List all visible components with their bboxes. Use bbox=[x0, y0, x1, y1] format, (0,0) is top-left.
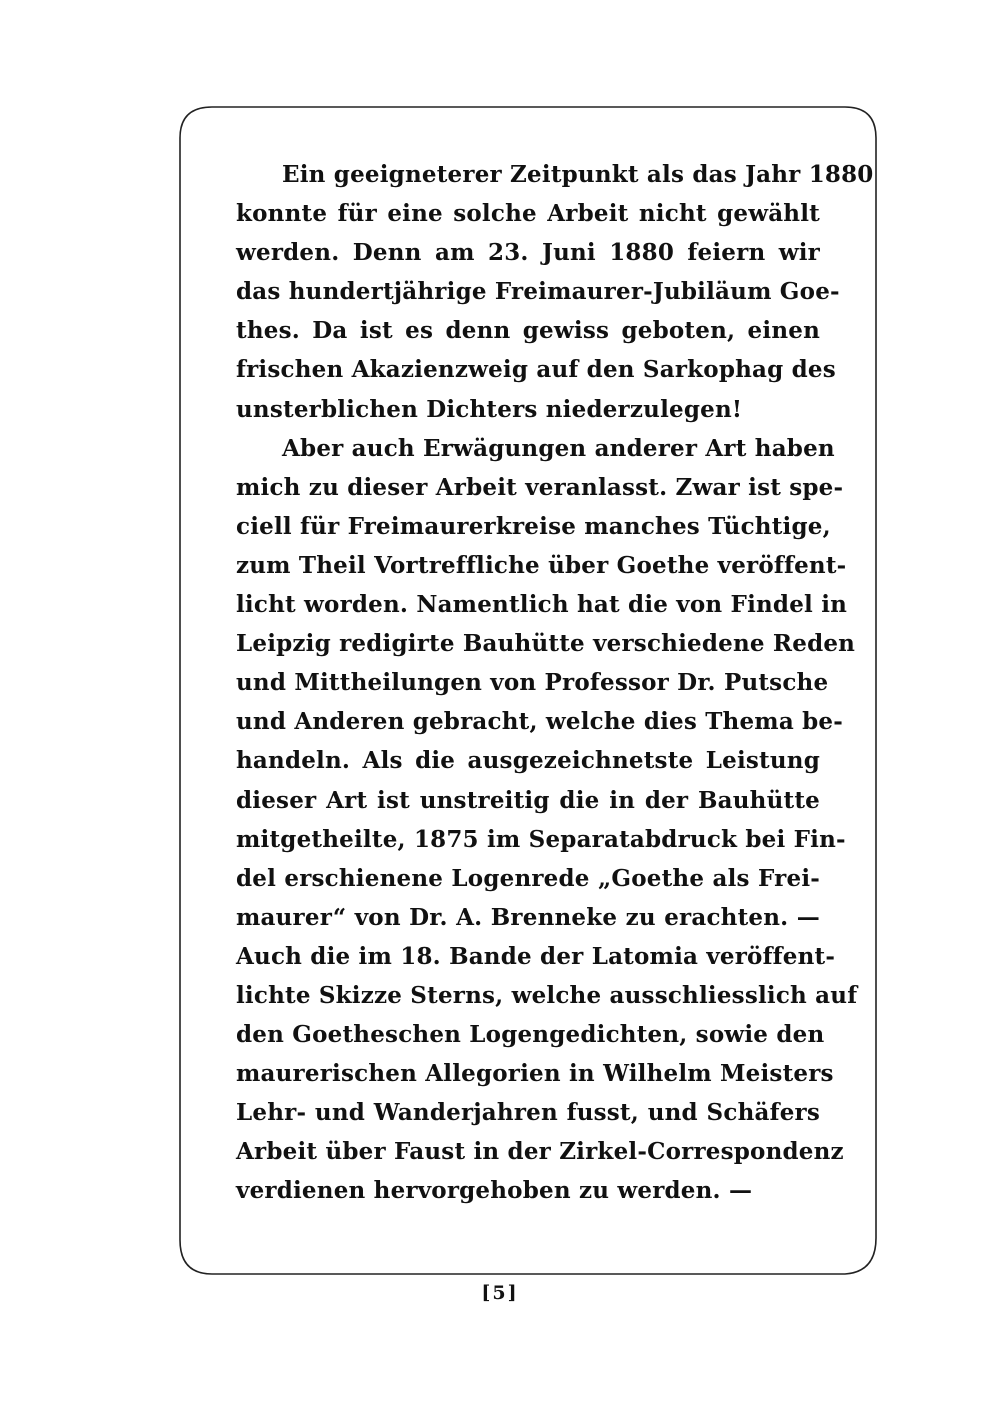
text-line: werden. Denn am 23. Juni 1880 feiern wir bbox=[236, 239, 820, 267]
text-line: mitgetheilte, 1875 im Separatabdruck bei Fin- bbox=[236, 825, 846, 853]
paragraph-2 bbox=[236, 429, 858, 1211]
text-line: maurerischen Allegorien in Wilhelm Meisters bbox=[236, 1060, 834, 1088]
text-line: thes. Da ist es denn gewiss geboten, einen bbox=[236, 317, 820, 345]
text-line: dieser Art ist unstreitig die in der Bauhütte bbox=[236, 786, 820, 814]
text-line: Arbeit über Faust in der Zirkel-Correspondenz bbox=[236, 1138, 844, 1166]
text-line: verdienen hervorgehoben zu werden. — bbox=[236, 1177, 753, 1205]
text-line: Auch die im 18. Bande der Latomia veröffent- bbox=[236, 942, 836, 970]
text-line: das hundertjährige Freimaurer-Jubiläum Goe- bbox=[236, 278, 840, 306]
text-line: licht worden. Namentlich hat die von Findel in bbox=[236, 591, 848, 619]
text-line: handeln. Als die ausgezeichnetste Leistung bbox=[236, 747, 820, 775]
paragraph-1 bbox=[236, 155, 874, 429]
text-line: lichte Skizze Sterns, welche ausschliesslich auf bbox=[236, 981, 858, 1009]
text-line: unsterblichen Dichters niederzulegen! bbox=[236, 395, 743, 423]
text-line: zum Theil Vortreffliche über Goethe veröffent- bbox=[236, 551, 847, 579]
text-line: Lehr- und Wanderjahren fusst, und Schäfers bbox=[236, 1099, 820, 1127]
page-number: [5] bbox=[481, 1282, 519, 1304]
text-line: Leipzig redigirte Bauhütte verschiedene Reden bbox=[236, 630, 856, 658]
text-line: Aber auch Erwägungen anderer Art haben bbox=[282, 434, 835, 462]
text-line: konnte für eine solche Arbeit nicht gewählt bbox=[236, 200, 820, 228]
text-line: und Mittheilungen von Professor Dr. Putsche bbox=[236, 669, 829, 697]
body-text bbox=[236, 155, 874, 1211]
text-line: Ein geeigneterer Zeitpunkt als das Jahr 1880 bbox=[282, 161, 874, 188]
text-line: und Anderen gebracht, welche dies Thema be- bbox=[236, 708, 844, 736]
text-line: del erschienene Logenrede „Goethe als Frei- bbox=[236, 864, 820, 892]
text-line: maurer“ von Dr. A. Brenneke zu erachten. — bbox=[236, 903, 820, 931]
text-line: mich zu dieser Arbeit veranlasst. Zwar ist spe- bbox=[236, 473, 844, 501]
text-line: frischen Akazienzweig auf den Sarkophag des bbox=[236, 356, 836, 384]
text-line: ciell für Freimaurerkreise manches Tüchtige, bbox=[236, 512, 831, 540]
text-line: den Goetheschen Logengedichten, sowie den bbox=[236, 1021, 825, 1049]
